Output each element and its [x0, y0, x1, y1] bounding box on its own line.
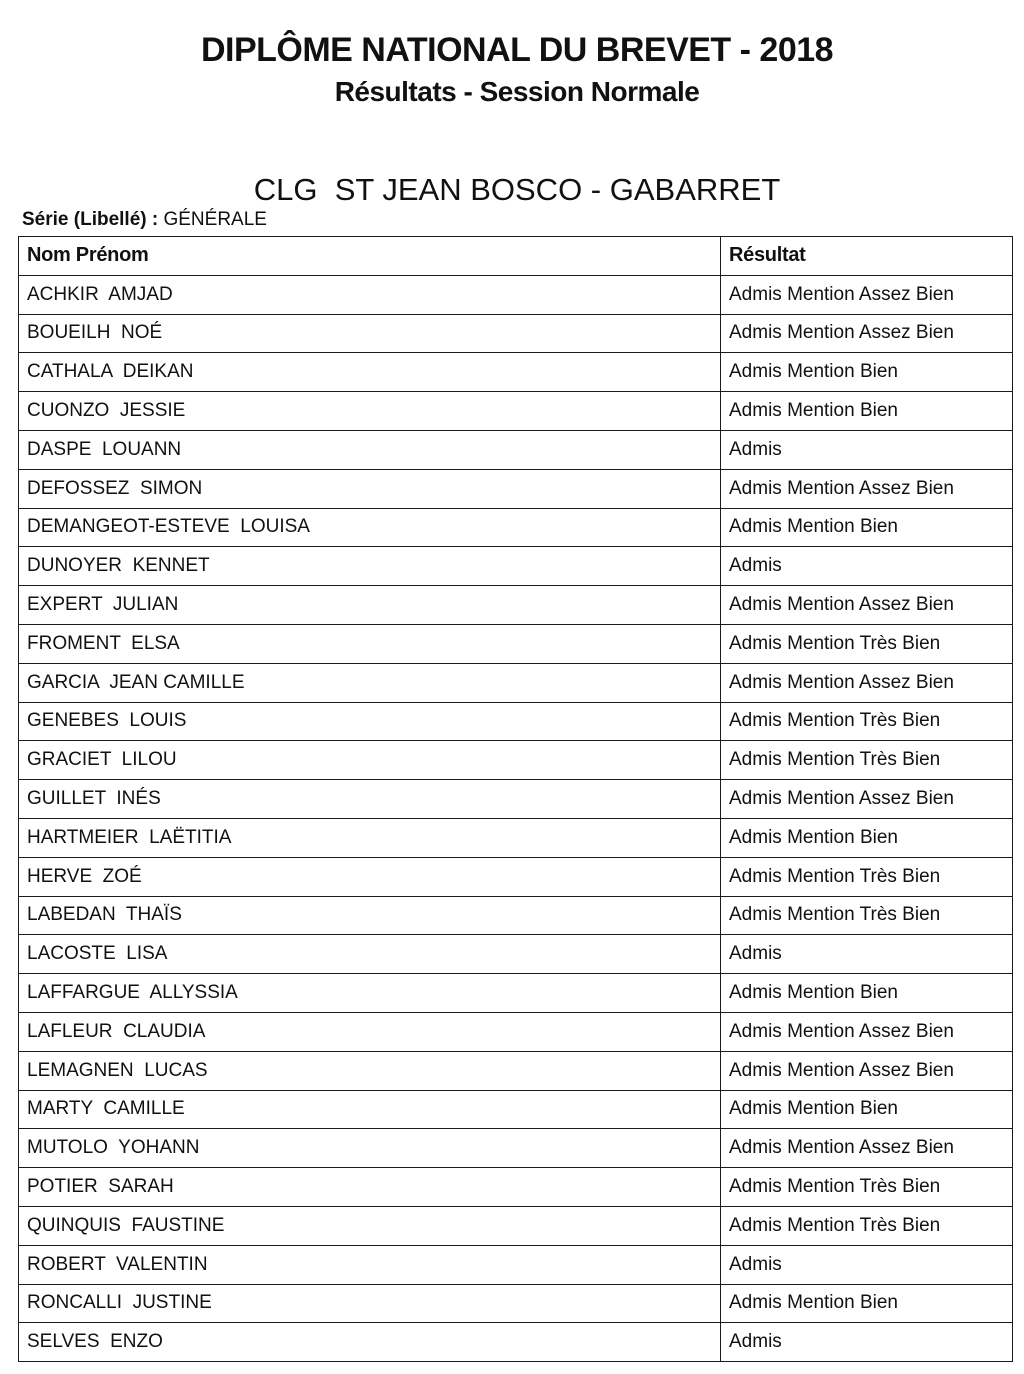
table-row [19, 935, 1013, 974]
table-row [19, 818, 1013, 857]
table-row [19, 1245, 1013, 1284]
student-name-cell: MUTOLO YOHANN [19, 1129, 721, 1168]
student-name-cell: GARCIA JEAN CAMILLE [19, 663, 721, 702]
document-subtitle: Résultats - Session Normale [334, 76, 700, 107]
table-row [19, 1090, 1013, 1129]
student-name-cell: POTIER SARAH [19, 1168, 721, 1207]
result-cell: Admis Mention Bien [721, 974, 1013, 1013]
student-name-cell: ROBERT VALENTIN [19, 1245, 721, 1284]
result-cell: Admis Mention Très Bien [721, 741, 1013, 780]
result-cell: Admis [721, 547, 1013, 586]
result-cell: Admis Mention Très Bien [721, 702, 1013, 741]
table-row [19, 392, 1013, 431]
document-header [0, 28, 1024, 110]
table-row [19, 430, 1013, 469]
student-name-cell: QUINQUIS FAUSTINE [19, 1206, 721, 1245]
result-cell: Admis Mention Bien [721, 353, 1013, 392]
result-cell: Admis [721, 430, 1013, 469]
student-name-cell: ACHKIR AMJAD [19, 275, 721, 314]
series-line [22, 208, 267, 232]
student-name-cell: LEMAGNEN LUCAS [19, 1051, 721, 1090]
student-name-cell: LABEDAN THAÏS [19, 896, 721, 935]
result-cell: Admis Mention Assez Bien [721, 275, 1013, 314]
table-row [19, 1012, 1013, 1051]
table-row [19, 663, 1013, 702]
table-row [19, 1206, 1013, 1245]
result-cell: Admis Mention Assez Bien [721, 663, 1013, 702]
student-name-cell: BOUEILH NOÉ [19, 314, 721, 353]
result-cell: Admis Mention Très Bien [721, 624, 1013, 663]
series-label: Série (Libellé) : [22, 209, 159, 230]
result-cell: Admis Mention Assez Bien [721, 780, 1013, 819]
student-name-cell: GUILLET INÉS [19, 780, 721, 819]
table-row [19, 469, 1013, 508]
result-cell: Admis Mention Bien [721, 1284, 1013, 1323]
result-cell: Admis Mention Très Bien [721, 1206, 1013, 1245]
table-row [19, 857, 1013, 896]
table-row [19, 586, 1013, 625]
student-name-cell: DUNOYER KENNET [19, 547, 721, 586]
result-cell: Admis Mention Très Bien [721, 896, 1013, 935]
result-cell: Admis Mention Bien [721, 1090, 1013, 1129]
table-row [19, 624, 1013, 663]
student-name-cell: DASPE LOUANN [19, 430, 721, 469]
student-name-cell: EXPERT JULIAN [19, 586, 721, 625]
table-row [19, 275, 1013, 314]
document-title: DIPLÔME NATIONAL DU BREVET - 2018 [200, 31, 834, 69]
result-cell: Admis Mention Très Bien [721, 857, 1013, 896]
table-header-row [19, 237, 1013, 276]
student-name-cell: RONCALLI JUSTINE [19, 1284, 721, 1323]
table-row [19, 547, 1013, 586]
table-row [19, 1168, 1013, 1207]
column-header-name: Nom Prénom [19, 237, 721, 276]
result-cell: Admis Mention Assez Bien [721, 586, 1013, 625]
table-row [19, 508, 1013, 547]
column-header-result: Résultat [721, 237, 1013, 276]
results-body [19, 275, 1013, 1361]
table-row [19, 780, 1013, 819]
results-table [18, 236, 1013, 1362]
student-name-cell: HERVE ZOÉ [19, 857, 721, 896]
series-value: GÉNÉRALE [163, 209, 267, 230]
result-cell: Admis Mention Bien [721, 508, 1013, 547]
table-row [19, 974, 1013, 1013]
result-cell: Admis Mention Assez Bien [721, 1129, 1013, 1168]
result-cell: Admis Mention Bien [721, 392, 1013, 431]
student-name-cell: SELVES ENZO [19, 1323, 721, 1362]
student-name-cell: DEMANGEOT-ESTEVE LOUISA [19, 508, 721, 547]
result-cell: Admis [721, 1323, 1013, 1362]
student-name-cell: DEFOSSEZ SIMON [19, 469, 721, 508]
student-name-cell: GRACIET LILOU [19, 741, 721, 780]
student-name-cell: CATHALA DEIKAN [19, 353, 721, 392]
result-cell: Admis Mention Bien [721, 818, 1013, 857]
table-row [19, 1284, 1013, 1323]
table-row [19, 314, 1013, 353]
result-cell: Admis [721, 935, 1013, 974]
table-row [19, 1323, 1013, 1362]
student-name-cell: LAFFARGUE ALLYSSIA [19, 974, 721, 1013]
student-name-cell: HARTMEIER LAËTITIA [19, 818, 721, 857]
table-row [19, 896, 1013, 935]
student-name-cell: GENEBES LOUIS [19, 702, 721, 741]
table-row [19, 702, 1013, 741]
result-cell: Admis Mention Assez Bien [721, 314, 1013, 353]
school-name: CLG ST JEAN BOSCO - GABARRET [253, 172, 781, 207]
table-row [19, 353, 1013, 392]
student-name-cell: LAFLEUR CLAUDIA [19, 1012, 721, 1051]
student-name-cell: CUONZO JESSIE [19, 392, 721, 431]
table-row [19, 741, 1013, 780]
student-name-cell: FROMENT ELSA [19, 624, 721, 663]
student-name-cell: LACOSTE LISA [19, 935, 721, 974]
result-cell: Admis [721, 1245, 1013, 1284]
result-cell: Admis Mention Très Bien [721, 1168, 1013, 1207]
student-name-cell: MARTY CAMILLE [19, 1090, 721, 1129]
result-cell: Admis Mention Assez Bien [721, 1012, 1013, 1051]
result-cell: Admis Mention Assez Bien [721, 1051, 1013, 1090]
result-cell: Admis Mention Assez Bien [721, 469, 1013, 508]
table-row [19, 1129, 1013, 1168]
table-row [19, 1051, 1013, 1090]
